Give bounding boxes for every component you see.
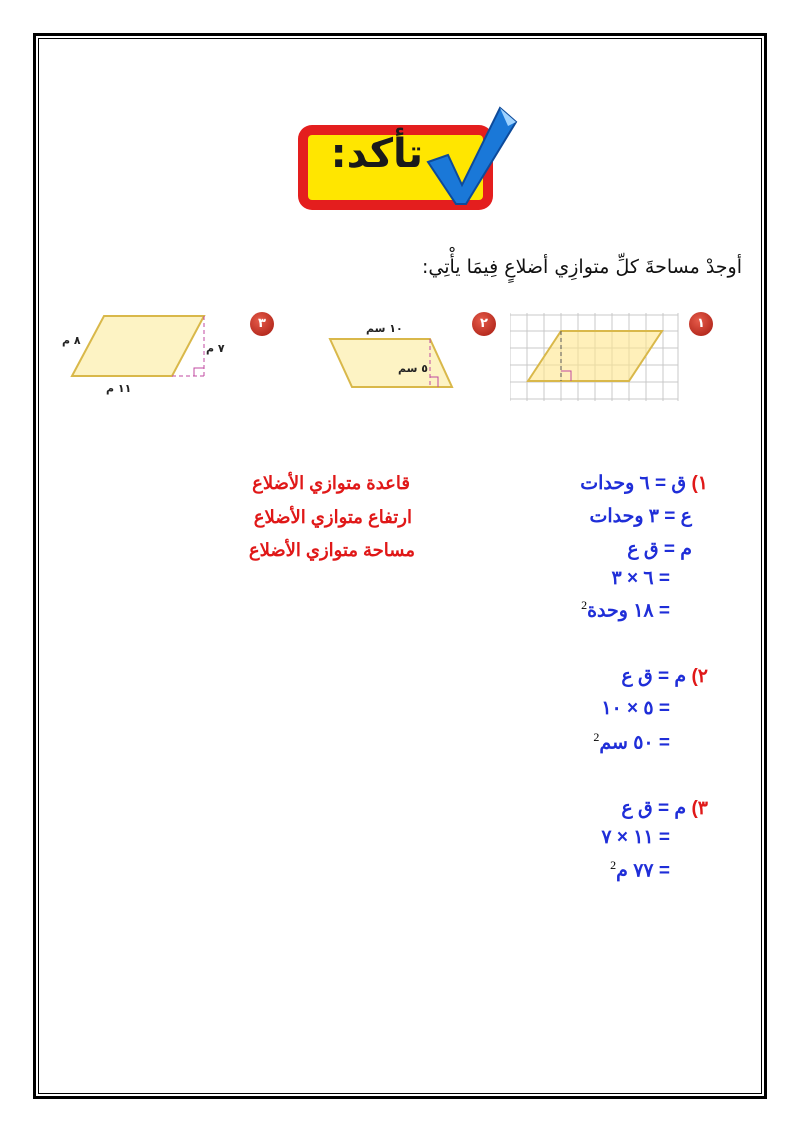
figure-3-parallelogram xyxy=(70,314,210,380)
note-area: مساحة متوازي الأضلاع xyxy=(248,540,415,560)
checkmark-icon xyxy=(420,100,520,210)
figure-2-base-label: ١٠ سم xyxy=(366,322,403,335)
solution-1-line-5: = ١٨ وحدة$^2$ xyxy=(581,598,670,622)
note-height: ارتفاع متوازي الأضلاع xyxy=(253,507,412,527)
figure-2-height-label: ٥ سم xyxy=(398,362,428,375)
solution-2-line-3: = ٥٠ سم$^2$ xyxy=(593,730,670,754)
figure-3-side-label: ٨ م xyxy=(62,334,81,347)
solution-1-line-2: ع = ٣ وحدات xyxy=(589,506,692,527)
note-base: قاعدة متوازي الأضلاع xyxy=(252,473,410,493)
figure-1-number: ١ xyxy=(689,312,713,336)
figure-3-base-label: ١١ م xyxy=(106,382,132,395)
solution-1-line-1: ١) ق = ٦ وحدات xyxy=(580,473,708,494)
solution-3-line-3: = ٧٧ م$^2$ xyxy=(610,858,670,882)
solution-1-line-3: م = ق ع xyxy=(627,539,692,560)
instruction-text: أوجدْ مساحةَ كلِّ متوازِي أضلاعٍ فِيمَا يأْتِي: xyxy=(421,256,742,278)
solution-3-line-1: ٣) م = ق ع xyxy=(621,798,708,819)
solution-1-line-4: = ٦ × ٣ xyxy=(611,568,670,589)
figure-3-height-label: ٧ م xyxy=(206,342,225,355)
figure-2-number: ٢ xyxy=(472,312,496,336)
solution-3-line-2: = ١١ × ٧ xyxy=(601,827,670,848)
solution-2-line-1: ٢) م = ق ع xyxy=(621,666,708,687)
figure-3-number: ٣ xyxy=(250,312,274,336)
figure-1-grid-parallelogram xyxy=(510,313,680,403)
solution-2-line-2: = ٥ × ١٠ xyxy=(601,698,670,719)
banner-title: تأكد: xyxy=(330,131,423,177)
figure-2-parallelogram xyxy=(328,335,456,391)
